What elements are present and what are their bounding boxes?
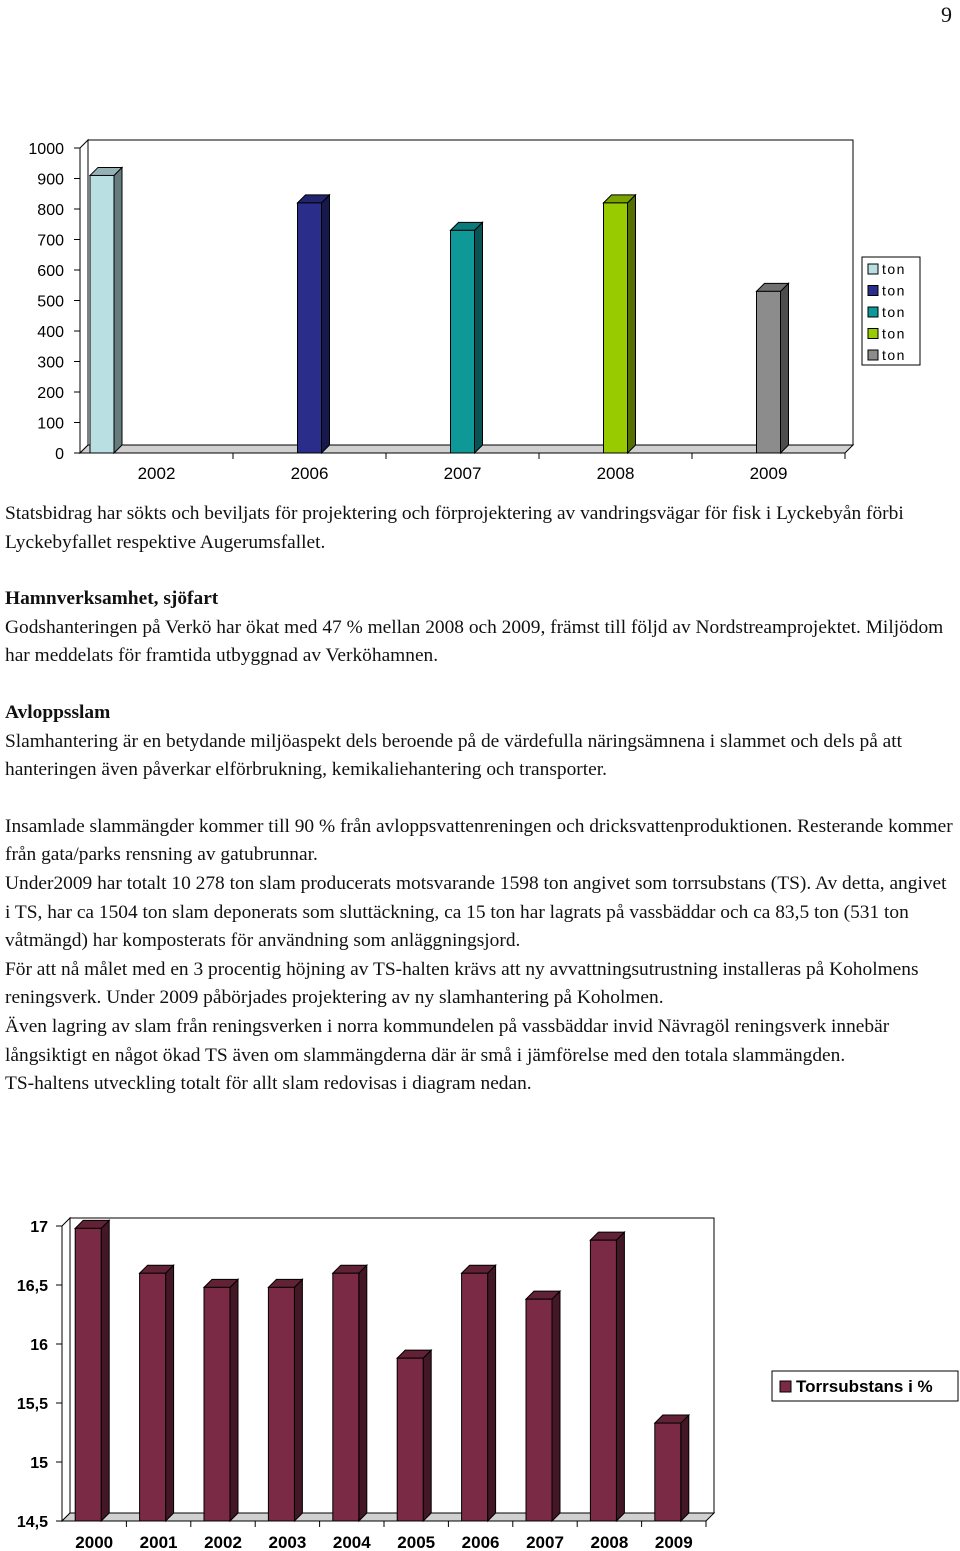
body-text [5,500,955,1099]
bar-2006-side [488,1265,496,1521]
bar-2008-front [604,203,628,453]
y-tick-label: 900 [37,171,64,189]
y-tick-label: 17 [30,1219,48,1236]
bar-2004-front [333,1273,359,1521]
heading-hamnverksamhet: Hamnverksamhet, sjöfart [5,588,219,610]
bar-2007 [451,222,483,453]
bar-2008-front [590,1240,616,1521]
legend-swatch [868,286,878,296]
legend-swatch [868,350,878,360]
bar-2009-front [757,291,781,453]
y-tick-label: 15,5 [16,1396,48,1413]
bar-2000-front [75,1228,101,1521]
y-tick-label: 400 [37,324,64,341]
y-tick-label: 14,5 [16,1514,48,1531]
bar-2003-side [294,1279,302,1521]
y-tick-label: 800 [37,202,64,219]
bar-2002-front [90,175,114,453]
y-tick-label: 300 [37,354,64,372]
y-tick-label: 200 [37,385,64,402]
bar-2007-front [526,1299,552,1521]
y-tick-label: 16,5 [16,1278,48,1295]
bar-2009 [757,283,789,453]
bar-2000-side [101,1220,109,1521]
bar-2007-side [552,1291,560,1521]
heading-avloppsslam: Avloppsslam [5,701,111,723]
bar-2003-front [268,1287,294,1521]
bar-2002-side [114,167,122,453]
x-tick-label: 2005 [397,1533,436,1551]
legend-label: ton [882,347,906,363]
bar-2002-side [230,1279,238,1521]
legend-label: ton [882,304,906,320]
x-tick-label: 2009 [654,1533,693,1551]
ts-content-chart [0,1212,960,1551]
plot-left-wall [80,140,88,453]
legend-swatch [780,1381,791,1392]
paragraph-statsbidrag: Statsbidrag har sökts och beviljats för projektering och förprojektering av vandringsvägar för fisk i Lyckebyån förbi Lyckebyfallet respektive Augerumsfallet. [5,503,904,553]
bar-2003 [268,1279,302,1521]
y-tick-label: 16 [30,1337,48,1354]
bar-2009 [655,1415,689,1521]
x-tick-label: 2003 [268,1533,307,1551]
bar-2008-side [628,195,636,453]
bar-2009-front [655,1423,681,1521]
paragraph-ts-halt-mal: För att nå målet med en 3 procentig höjning av TS-halten krävs att ny avvattningsutrustning installeras på Koholmens reningsverk. Under 2009 påbörjades projektering av ny slamhantering på Koholmen. [5,958,919,1009]
y-tick-label: 100 [37,415,64,433]
bar-2002-front [204,1287,230,1521]
paragraph-diagram-intro: TS-haltens utveckling totalt för allt slam redovisas i diagram nedan. [5,1073,532,1095]
bar-2005-front [397,1358,423,1521]
bar-2006 [298,195,330,453]
legend-swatch [868,329,878,339]
legend-label: ton [882,325,906,342]
paragraph-lagring: Även lagring av slam från reningsverken i norra kommundelen på vassbäddar invid Nävragöl reningsverk innebär långsiktigt en något ökad TS även om slammängderna där är små i jämförelse med den totala slammängden. [5,1015,890,1066]
legend-label: ton [882,261,906,277]
x-tick-label: 2007 [443,464,482,483]
legend-label: Torrsubstans i % [796,1377,933,1396]
bar-2007-front [451,230,475,453]
bar-2006 [462,1265,496,1521]
y-tick-label: 500 [37,293,64,311]
paragraph-insamlade: Insamlade slammängder kommer till 90 % från avloppsvattenreningen och dricksvattenproduktionen. Resterande kommer från gata/parks rensning av gatubrunnar. [5,815,953,866]
bar-2000 [75,1220,109,1521]
y-tick-label: 600 [37,263,64,280]
paragraph-under2009: Under2009 har totalt 10 278 ton slam producerats motsvarande 1598 ton angivet som torrsubstans (TS). Av detta, angivet i TS, har ca 1504 ton slam deponerats som sluttäckning, ca 15 ton har lagrats på vassbäddar och ca 83,5 ton (531 ton våtmängd) har komposterats för användning som anläggningsjord. [5,872,947,952]
x-tick-label: 2008 [596,464,635,483]
x-tick-label: 2008 [590,1533,629,1551]
legend-label: ton [882,282,906,299]
y-tick-label: 1000 [28,141,64,158]
bar-2006-side [322,195,330,453]
y-tick-label: 15 [30,1455,48,1472]
bar-2004-side [359,1265,367,1521]
paragraph-slamhantering: Slamhantering är en betydande miljöaspekt dels beroende på de värdefulla näringsämnena i slammet och dels på att hanteringen även påverkar elförbrukning, kemikaliehantering och transporter. [5,730,903,781]
bar-2006-front [462,1273,488,1521]
paragraph-godshantering: Godshanteringen på Verkö har ökat med 47 % mellan 2008 och 2009, främst till följd av Nordstreamprojektet. Miljödom har meddelats för framtida utbyggnad av Verköhamnen. [5,616,944,667]
y-tick-label: 700 [37,232,64,250]
bar-2008-side [616,1232,624,1521]
legend-swatch [868,264,878,274]
x-tick-label: 2000 [75,1533,114,1551]
x-tick-label: 2004 [332,1533,371,1551]
bar-2005 [397,1350,431,1521]
plot-left-wall [62,1218,70,1521]
x-tick-label: 2001 [139,1533,178,1551]
bar-2008 [590,1232,624,1521]
sludge-tonnage-chart [0,130,960,500]
bar-2006-front [298,203,322,453]
bar-2004 [333,1265,367,1521]
bar-2005-side [423,1350,431,1521]
bar-2002 [204,1279,238,1521]
bar-2009-side [681,1415,689,1521]
bar-2001 [140,1265,174,1521]
bar-2009-side [781,283,789,453]
x-tick-label: 2002 [137,464,176,483]
bar-2007 [526,1291,560,1521]
bar-2002 [90,167,122,453]
bar-2007-side [475,222,483,453]
bar-2001-front [140,1273,166,1521]
page-number: 9 [941,2,952,27]
y-tick-label: 0 [55,446,64,463]
x-tick-label: 2006 [290,464,329,483]
x-tick-label: 2006 [461,1533,500,1551]
bar-2008 [604,195,636,453]
bar-2001-side [166,1265,174,1521]
x-tick-label: 2009 [749,464,788,483]
legend-swatch [868,307,878,317]
x-tick-label: 2002 [204,1533,242,1551]
x-tick-label: 2007 [526,1533,564,1551]
